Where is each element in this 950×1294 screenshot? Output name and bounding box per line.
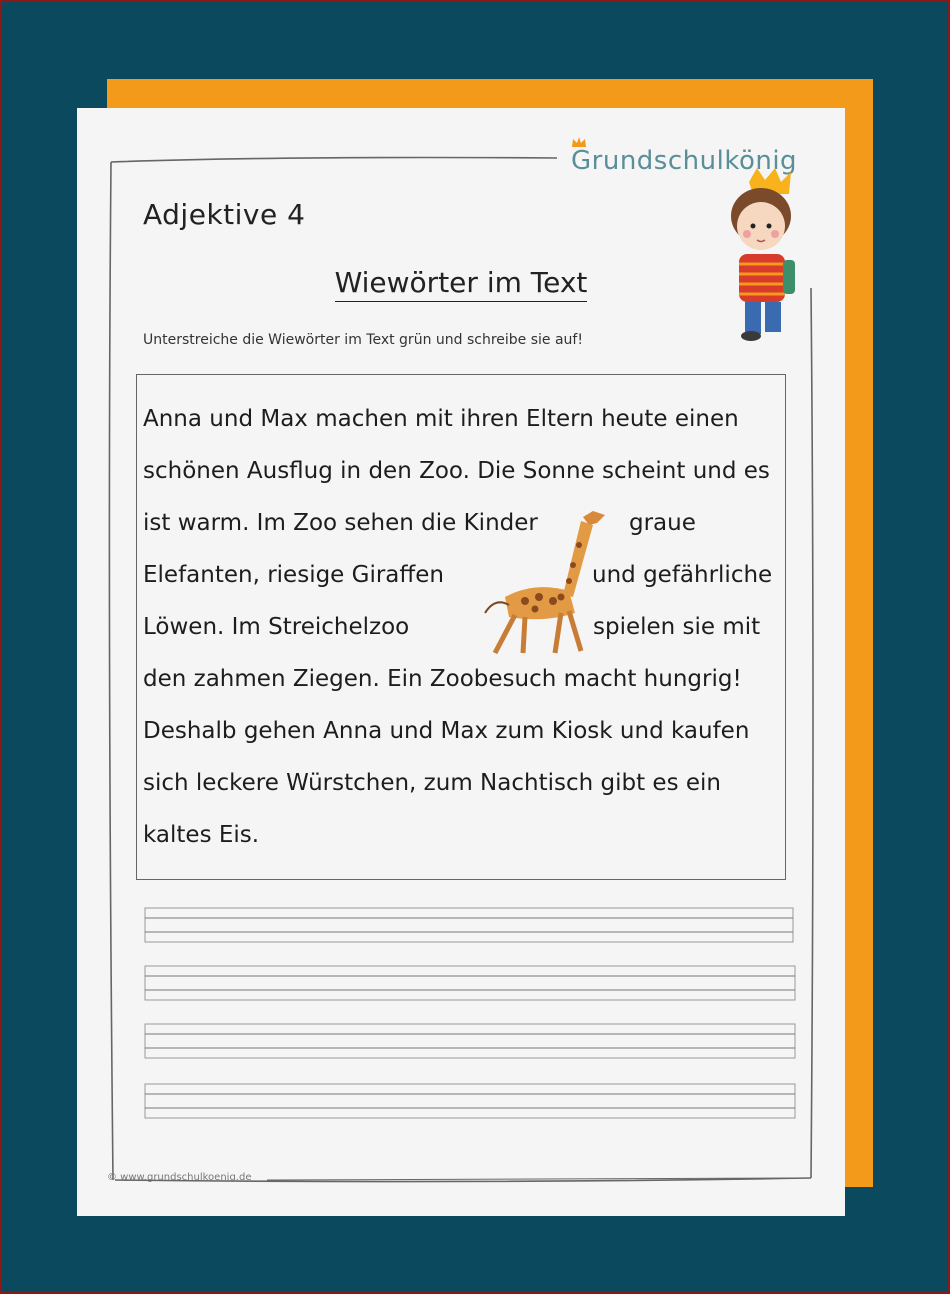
story-line: Löwen. Im Streichelzoo (143, 614, 410, 640)
story-line: kaltes Eis. (143, 822, 260, 848)
story-line: schönen Ausflug in den Zoo. Die Sonne scheint und es (143, 458, 770, 484)
worksheet-page (77, 108, 845, 1216)
instruction-text: Unterstreiche die Wiewörter im Text grün und schreibe sie auf! (143, 332, 583, 348)
story-line: den zahmen Ziegen. Ein Zoobesuch macht hungrig! (143, 666, 742, 692)
story-line: sich leckere Würstchen, zum Nachtisch gibt es ein (143, 770, 721, 796)
story-line: Elefanten, riesige Giraffen (143, 562, 444, 588)
worksheet-title: Adjektive 4 (143, 198, 306, 231)
story-line: ist warm. Im Zoo sehen die Kinder (143, 510, 538, 536)
story-line: spielen sie mit (593, 614, 761, 640)
heading-text: Wiewörter im Text (335, 266, 588, 302)
story-line: Deshalb gehen Anna und Max zum Kiosk und kaufen (143, 718, 750, 744)
story-line: Anna und Max machen mit ihren Eltern heute einen (143, 406, 739, 432)
writing-lines (77, 108, 845, 1216)
copyright-notice: © www.grundschulkoenig.de (107, 1172, 252, 1183)
story-line: graue (629, 510, 696, 536)
story-line: und gefährliche (592, 562, 773, 588)
brand-logo: Grundschulkönig (571, 146, 798, 176)
